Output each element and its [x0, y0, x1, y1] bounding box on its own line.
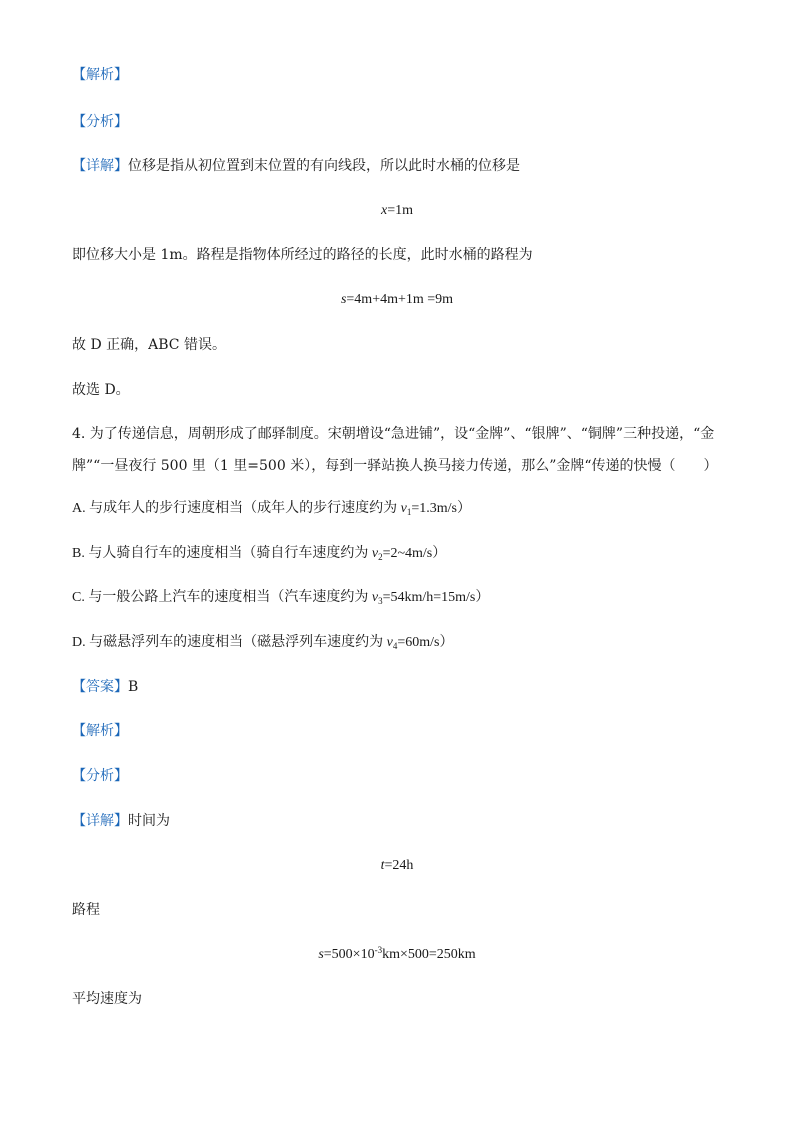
paragraph-line: 即位移大小是 1m。路程是指物体所经过的路径的长度，此时水桶的路程为: [72, 247, 533, 263]
conclusion-line: 故 D 正确，ABC 错误。: [72, 337, 226, 353]
detail-text: 时间为: [128, 813, 170, 829]
option-var: v: [386, 635, 393, 650]
option-rest: =1.3m/s）: [411, 501, 471, 516]
option-d: [72, 634, 453, 652]
eq-var: t: [380, 858, 385, 873]
equation-distance: [0, 946, 794, 964]
option-text: C. 与一般公路上汽车的速度相当（汽车速度约为: [72, 590, 372, 605]
option-a: [72, 500, 471, 518]
eq-var: s: [318, 947, 324, 962]
answer-value: B: [128, 679, 139, 695]
equation-displacement: [0, 202, 794, 220]
detail-label: 【详解】: [72, 158, 128, 174]
average-speed-label: 平均速度为: [72, 991, 142, 1007]
option-sub: 4: [392, 641, 398, 651]
choose-line: 故选 D。: [72, 382, 130, 398]
answer-label: 【答案】: [72, 679, 128, 695]
option-text: D. 与磁悬浮列车的速度相当（磁悬浮列车速度约为: [72, 635, 387, 650]
analysis-label-2: 【解析】: [72, 723, 128, 739]
eq-rest: =24h: [384, 858, 414, 873]
option-text: B. 与人骑自行车的速度相当（骑自行车速度约为: [72, 546, 372, 561]
option-rest: =60m/s）: [397, 635, 454, 650]
question-stem: 4. 为了传递信息，周朝形成了邮驿制度。宋朝增设“急进铺”，设“金牌”、“银牌”、“铜牌”三种投递，“金牌”“一昼夜行 500 里（1 里=500 米），每到一驿站换人换马接力传递，那么”金牌“传递的快慢（ ）: [72, 426, 718, 474]
eq-var: s: [340, 292, 347, 307]
eq-rest: =1m: [387, 203, 413, 218]
eq-rest: =4m+4m+1m =9m: [346, 292, 454, 307]
detail-line: [72, 157, 520, 175]
eq-part-a: =500×10: [323, 947, 375, 962]
analysis-label: 【解析】: [72, 67, 128, 83]
detail-line-2: [72, 812, 170, 830]
option-sub: 3: [378, 596, 383, 606]
eq-exponent: -3: [374, 945, 383, 955]
option-rest: =54km/h=15m/s）: [382, 590, 490, 605]
eq-var: x: [380, 203, 388, 218]
detail-text: 位移是指从初位置到末位置的有向线段，所以此时水桶的位移是: [128, 158, 520, 174]
equation-path: [0, 291, 794, 309]
method-label-2: 【分析】: [72, 768, 128, 784]
option-var: v: [371, 590, 379, 605]
option-var: v: [371, 546, 379, 561]
detail-label: 【详解】: [72, 813, 128, 829]
option-b: [72, 545, 446, 563]
option-sub: 1: [406, 507, 412, 517]
option-text: A. 与成年人的步行速度相当（成年人的步行速度约为: [72, 501, 401, 516]
equation-time: [0, 857, 794, 875]
method-label: 【分析】: [72, 114, 128, 130]
option-sub: 2: [378, 552, 383, 562]
answer-line: [72, 678, 138, 696]
option-var: v: [400, 501, 407, 516]
option-rest: =2~4m/s）: [382, 546, 447, 561]
eq-part-b: km×500=250km: [382, 947, 476, 962]
path-label: 路程: [72, 902, 100, 918]
option-c: [72, 589, 489, 607]
